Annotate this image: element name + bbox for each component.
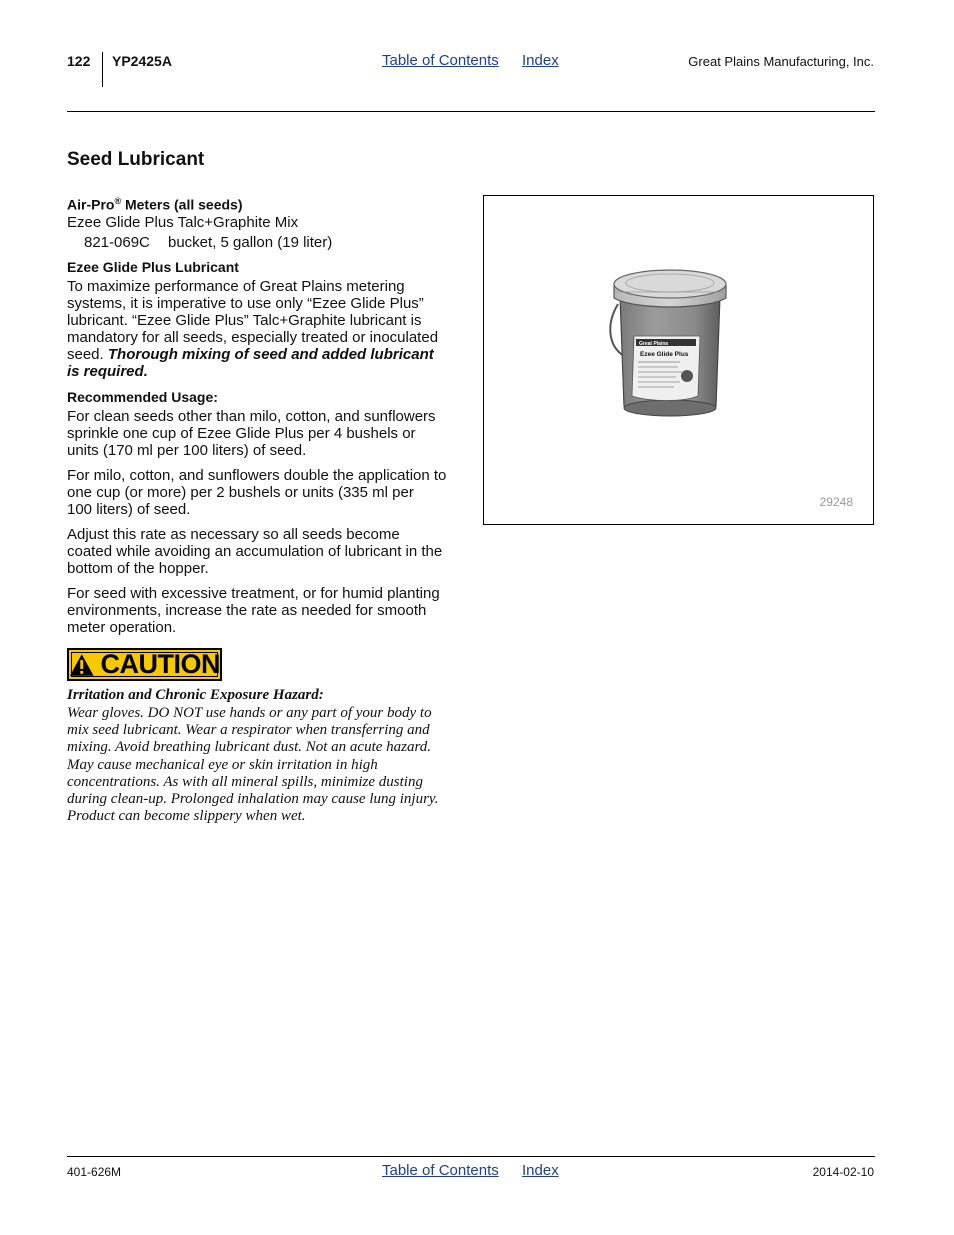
bucket-illustration (484, 196, 873, 524)
subsection-title: Air-Pro® Meters (all seeds) (67, 196, 243, 213)
usage-paragraph-3: Adjust this rate as necessary so all seeds become coated while avoiding an accumulation of lubricant in the bottom of the hopper. (67, 526, 443, 577)
header-rule (67, 111, 875, 112)
lubricant-bucket-figure (483, 195, 874, 525)
hazard-title: Irritation and Chronic Exposure Hazard: (67, 687, 324, 703)
bucket-label-brand: Great Plains (639, 341, 669, 347)
header-divider (102, 52, 103, 87)
document-number: 401-626M (67, 1165, 122, 1179)
revision-date: 2014-02-10 (812, 1165, 874, 1179)
part-description: bucket, 5 gallon (19 liter) (168, 234, 333, 251)
lubricant-paragraph: To maximize performance of Great Plains metering systems, it is imperative to use only “Ezee Glide Plus” lubricant. “Ezee Glide Plus” Talc+Graphite lubricant is mandatory for all seeds, especially treated or inoculated seed. Thorough mixing of seed and added lubricant is required. (67, 278, 439, 380)
company-name: Great Plains Manufacturing, Inc. (688, 54, 874, 69)
usage-heading: Recommended Usage: (67, 389, 218, 405)
lubricant-heading: Ezee Glide Plus Lubricant (67, 259, 239, 275)
section-title: Seed Lubricant (67, 149, 205, 170)
index-link-bottom[interactable]: Index (522, 1162, 559, 1179)
usage-paragraph-2: For milo, cotton, and sunflowers double the application to one cup (or more) per 2 bushels or units (335 ml per 100 liters) of seed. (67, 467, 447, 518)
toc-link-bottom[interactable]: Table of Contents (382, 1162, 499, 1179)
page-number: 122 (67, 53, 91, 69)
footer-rule (67, 1156, 875, 1157)
caution-sign (67, 648, 222, 681)
part-number: 821-069C (84, 234, 150, 251)
bucket-label-product: Ezee Glide Plus (640, 351, 689, 358)
product-name: Ezee Glide Plus Talc+Graphite Mix (67, 214, 299, 231)
figure-number: 29248 (819, 495, 853, 509)
model-number: YP2425A (112, 53, 172, 69)
usage-paragraph-1: For clean seeds other than milo, cotton, and sunflowers sprinkle one cup of Ezee Glide Plus per 4 bushels or units (170 ml per 100 liters) of seed. (67, 408, 436, 459)
usage-paragraph-4: For seed with excessive treatment, or for humid planting environments, increase the rate as needed for smooth meter operation. (67, 585, 440, 636)
toc-link-top[interactable]: Table of Contents (382, 52, 499, 69)
caution-label: CAUTION (100, 649, 220, 679)
index-link-top[interactable]: Index (522, 52, 559, 69)
hazard-text: Wear gloves. DO NOT use hands or any part of your body to mix seed lubricant. Wear a respirator when transferring and mixing. Avoid breathing lubricant dust. Not an acute hazard. May cause mechanical eye or skin irritation in high concentrations. As with all mineral spills, minimize dusting during clean-up. Prolonged inhalation may cause lung injury. Product can become slippery when wet. (67, 705, 439, 825)
